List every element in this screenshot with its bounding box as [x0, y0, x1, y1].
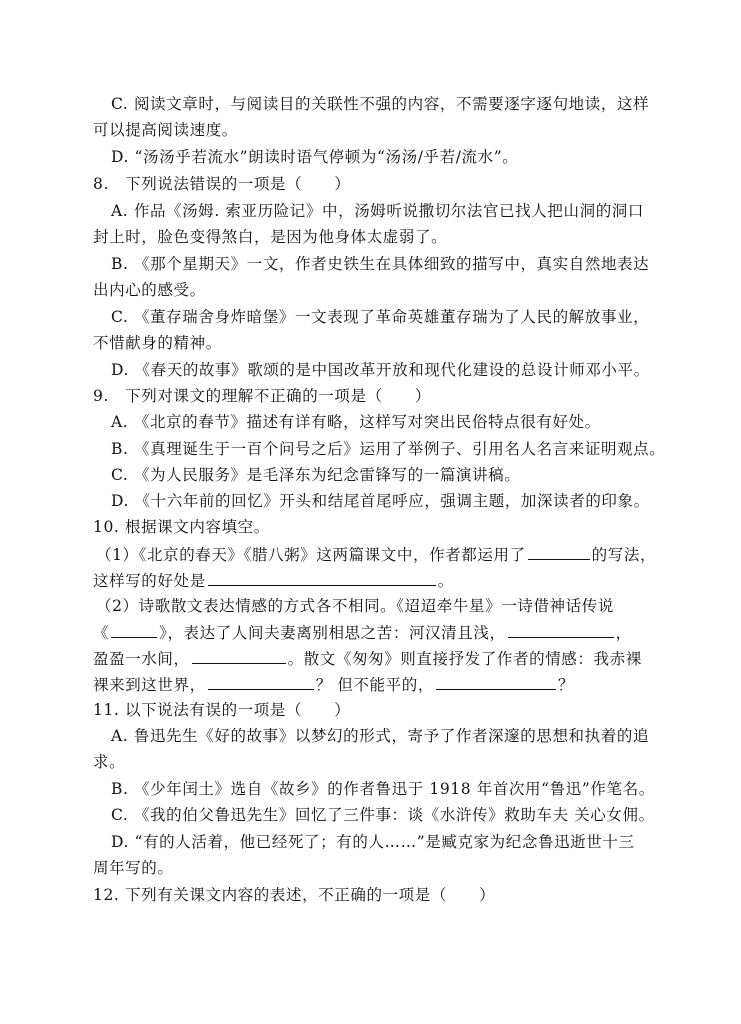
q8-option-c-line1: C. 《董存瑞舍身炸暗堡》一文表现了革命英雄董存瑞为了人民的解放事业， [111, 308, 650, 326]
q8-option-b-line1: B. 《那个星期天》一文，作者史铁生在具体细致的描写中，真实自然地表达 [111, 255, 650, 273]
q10-part2-text-d: ， [615, 624, 632, 642]
q10-part1-text-a: （1）《北京的春天》《腊八粥》这两篇课文中，作者都运用了 [96, 546, 526, 564]
answer-blank[interactable] [192, 648, 286, 664]
q8-option-a-line1: A. 作品《汤姆. 索亚历险记》中，汤姆听说撒切尔法官已找人把山洞的洞口 [111, 202, 645, 220]
question-12: 12. 下列有关课文内容的表述，不正确的一项是（ ） [93, 886, 496, 904]
question-11: 11. 以下说法有误的一项是（ ） [93, 701, 351, 719]
q11-option-c: C. 《我的伯父鲁迅先生》回忆了三件事：谈《水浒传》救助车夫 关心女佣。 [111, 806, 655, 824]
q11-option-d-line2: 周年写的。 [93, 859, 174, 877]
q10-part1-line1 [96, 544, 656, 565]
q11-option-a-line1: A. 鲁迅先生《好的故事》以梦幻的形式，寄予了作者深邃的思想和执着的追 [111, 727, 650, 745]
q9-option-a: A. 《北京的春节》描述有详有略，这样写对突出民俗特点很有好处。 [111, 413, 601, 431]
q10-part2-text-c: 》，表达了人间夫妻离别相思之苦：河汉清且浅， [159, 624, 506, 642]
q10-part2-line2 [93, 622, 632, 643]
q10-part2-line4 [93, 674, 574, 695]
q10-part1-text-d: 。 [437, 572, 454, 590]
q10-part2-text-g: 裸来到这世界， [93, 676, 206, 694]
answer-blank[interactable] [508, 622, 614, 638]
q7-option-d: D. “汤汤乎若流水”朗读时语气停顿为“汤汤/乎若/流水”。 [111, 148, 519, 166]
q8-option-b-line2: 出内心的感受。 [93, 281, 206, 299]
q7-option-c-line1: C. 阅读文章时，与阅读目的关联性不强的内容，不需要逐字逐句地读，这样 [111, 95, 650, 113]
q10-part2-text-i: ？ [557, 676, 575, 694]
answer-blank[interactable] [208, 674, 314, 690]
q8-option-d: D. 《春天的故事》歌颂的是中国改革开放和现代化建设的总设计师邓小平。 [111, 361, 650, 379]
q8-option-a-line2: 封上时，脸色变得煞白，是因为他身体太虚弱了。 [93, 228, 448, 246]
q10-part2-text-b: 《 [93, 624, 110, 642]
q9-option-b: B. 《真理诞生于一百个问号之后》运用了举例子、引用名人名言来证明观点。 [111, 440, 666, 458]
q10-part1-text-c: 这样写的好处是 [93, 572, 206, 590]
q9-option-c: C. 《为人民服务》是毛泽东为纪念雷锋写的一篇演讲稿。 [111, 466, 521, 484]
q9-option-d: D. 《十六年前的回忆》开头和结尾首尾呼应，强调主题，加深读者的印象。 [111, 492, 650, 510]
answer-blank[interactable] [436, 674, 556, 690]
question-10: 10. 根据课文内容填空。 [93, 518, 270, 536]
q7-option-c-line2: 可以提高阅读速度。 [93, 121, 238, 139]
q10-part2-text-e: 盈盈一水间， [93, 650, 190, 668]
q11-option-a-line2: 求。 [93, 753, 126, 771]
q10-part2-line3 [93, 648, 642, 669]
q10-part1-text-b: 的写法， [591, 546, 657, 564]
q8-option-c-line2: 不惜献身的精神。 [93, 334, 222, 352]
q10-part2-line1: （2）诗歌散文表达情感的方式各不相同。《迢迢牵牛星》一诗借神话传说 [96, 597, 614, 615]
q10-part2-text-h: ？ 但不能平的， [315, 676, 434, 694]
answer-blank[interactable] [528, 544, 590, 560]
q11-option-b: B. 《少年闰土》选自《故乡》的作者鲁迅于 1918 年首次用“鲁迅”作笔名。 [111, 780, 655, 798]
question-8: 8. 下列说法错误的一项是（ ） [93, 175, 351, 193]
q10-part2-text-f: 。散文《匆匆》则直接抒发了作者的情感：我赤裸 [287, 650, 642, 668]
q11-option-d-line1: D. “有的人活着，他已经死了；有的人……”是臧克家为纪念鲁迅逝世十三 [111, 833, 635, 851]
answer-blank[interactable] [208, 570, 436, 586]
question-9: 9. 下列对课文的理解不正确的一项是（ ） [93, 387, 431, 405]
q10-part1-line2 [93, 570, 454, 591]
answer-blank[interactable] [111, 622, 157, 638]
